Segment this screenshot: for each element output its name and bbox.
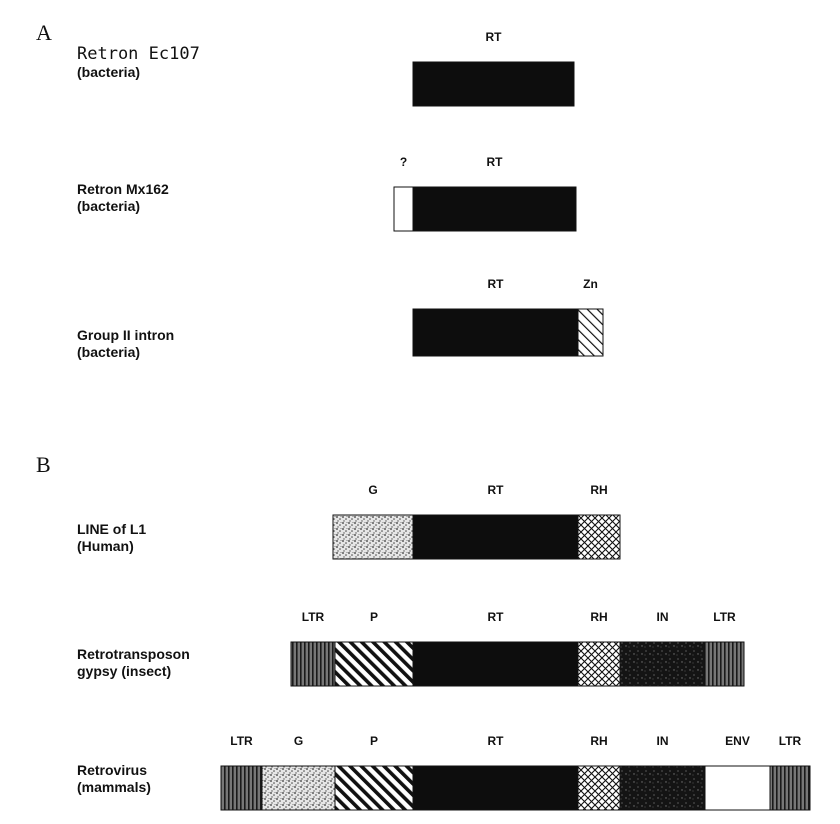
row-label-line1: Retrotransposon: [77, 646, 190, 662]
domain-block-rt: [413, 642, 578, 686]
domain-label: RT: [487, 277, 504, 291]
domain-block-p: [335, 766, 413, 810]
panel-letter-b: B: [36, 452, 51, 477]
domain-block-rh: [578, 642, 620, 686]
domain-block-ltr: [705, 642, 744, 686]
domain-label: P: [369, 610, 379, 624]
domain-block-rh: [578, 515, 620, 559]
row-label-line2: gypsy (insect): [77, 663, 172, 679]
row-label-line-l1: [77, 521, 146, 555]
row-label-line1: Retron Mx162: [77, 181, 169, 197]
domain-label: RT: [485, 30, 502, 44]
domain-block-unknown: [394, 187, 413, 231]
domain-label: IN: [656, 610, 669, 624]
domain-label: LTR: [778, 734, 802, 748]
row-label-line1: Retrovirus: [77, 762, 148, 778]
row-label-retron-mx162: [77, 181, 169, 215]
domain-label: G: [293, 734, 304, 748]
domain-label: RH: [590, 483, 608, 497]
domain-label: ?: [399, 155, 408, 169]
domain-block-rt: [413, 515, 578, 559]
domain-label: RT: [486, 155, 503, 169]
domain-block-rh: [578, 766, 620, 810]
panel-letter-a: A: [36, 20, 52, 45]
domain-block-g: [333, 515, 413, 559]
row-label-line1: Retron Ec107: [77, 44, 200, 64]
domain-label: RH: [590, 734, 608, 748]
row-label-line2: (bacteria): [77, 344, 141, 360]
domain-label: RT: [487, 734, 504, 748]
domain-block-rt: [413, 766, 578, 810]
domain-block-rt: [413, 62, 574, 106]
row-label-line2: (bacteria): [77, 198, 141, 214]
domain-block-in: [620, 642, 705, 686]
domain-block-rt: [413, 187, 576, 231]
domain-block-ltr: [221, 766, 262, 810]
domain-block-env: [705, 766, 770, 810]
domain-block-p: [335, 642, 413, 686]
domain-label: IN: [656, 734, 669, 748]
domain-block-zn: [578, 309, 603, 356]
domain-block-ltr: [291, 642, 335, 686]
domain-label: ENV: [725, 734, 750, 748]
domain-label: LTR: [713, 610, 736, 624]
domain-block-g: [262, 766, 335, 810]
domain-label: RH: [590, 610, 608, 624]
domain-label: RT: [487, 483, 504, 497]
domain-label: Zn: [583, 277, 598, 291]
domain-block-rt: [413, 309, 578, 356]
row-label-line1: LINE of L1: [77, 521, 147, 537]
row-label-retrotransposon: [77, 646, 190, 680]
domain-label: RT: [487, 610, 504, 624]
domain-block-in: [620, 766, 705, 810]
row-label-retrovirus: [77, 762, 151, 796]
row-label-retron-ec107: [77, 44, 200, 81]
row-label-line1: Group II intron: [77, 327, 175, 343]
domain-label: G: [368, 483, 378, 497]
domain-label: LTR: [301, 610, 325, 624]
row-label-line2: (Human): [77, 538, 134, 554]
row-label-line2: (bacteria): [77, 64, 141, 80]
row-label-group-ii-intron: [77, 327, 174, 361]
domain-block-ltr: [770, 766, 810, 810]
domain-label: P: [369, 734, 379, 748]
domain-label: LTR: [230, 734, 253, 748]
row-label-line2: (mammals): [77, 779, 151, 795]
